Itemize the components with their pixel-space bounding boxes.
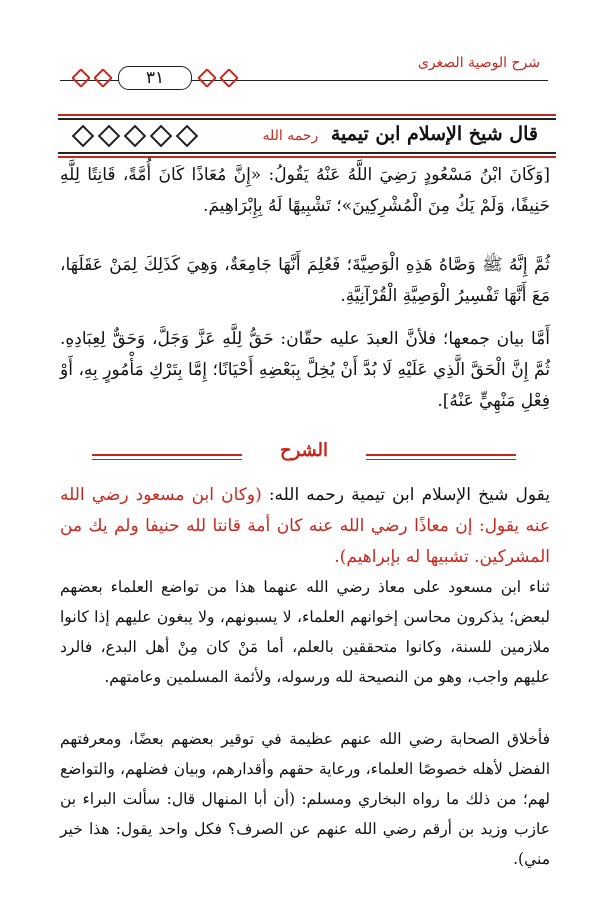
sharh-divider [92, 436, 516, 476]
page-number: ٣١ [118, 66, 192, 90]
ornament-icon [124, 125, 147, 148]
sharh-intro-quote: (وكان ابن مسعود رضي الله عنه يقول: إن معاذًا رضي الله عنه كان أمة قانتا لله حنيفا ولم يك من المشركين. تشبيها له بإبراهيم). [60, 485, 550, 567]
section-heading-text: قال شيخ الإسلام ابن تيمية [330, 123, 538, 145]
section-heading [262, 123, 538, 145]
sharh-paragraph-2: فأخلاق الصحابة رضي الله عنهم عظيمة في توقير بعضهم بعضًا، ومعرفتهم الفضل لأهله خصوصًا العلماء، ورعاية حقهم وأقدارهم، وبيان فضلهم، والتواضع لهم؛ من ذلك ما رواه البخاري ومسلم: (أن أبا المنهال قال: سألت البراء بن عازب وزيد بن أرقم رضي الله عنهم عن الصرف؟ فكل واحد يقول: هذا خير مني). [60, 730, 550, 868]
ornament-icon [176, 125, 199, 148]
matn-paragraph-2: ثُمَّ إِنَّهُ ﷺ وَصَّاهُ هَذِهِ الْوَصِيَّةَ؛ فَعُلِمَ أَنَّهَا جَامِعَةٌ، وَهِيَ كَذَلِكَ لِمَنْ عَقَلَهَا، مَعَ أَنَّهَا تَفْسِيرُ الْوَصِيَّةِ الْقُرْآنِيَّةِ. [60, 255, 550, 306]
heading-ornament [70, 128, 200, 144]
ornament-icon [72, 125, 95, 148]
matn-paragraph-1: [وَكَانَ ابْنُ مَسْعُودٍ رَضِيَ اللَّهُ عَنْهُ يَقُولُ: «إِنَّ مُعَاذًا كَانَ أُمَّةً، قَانِتًا لِلَّهِ حَنِيفًا، وَلَمْ يَكُ مِنَ الْمُشْرِكِينَ»؛ تَشْبِيهًا لَهُ بِإِبْرَاهِيمَ. [60, 165, 550, 216]
sharh-label: الشرح [279, 440, 329, 461]
sharh-intro-lead: يقول شيخ الإسلام ابن تيمية رحمه الله: [268, 485, 550, 505]
ornament-icon [98, 125, 121, 148]
page-number-ornament [70, 64, 240, 92]
ornament-icon [197, 68, 217, 88]
ornament-icon [150, 125, 173, 148]
ornament-icon [71, 68, 91, 88]
section-heading-frame [58, 118, 556, 154]
honorific-text: رحمه الله [262, 128, 319, 144]
matn-paragraph-3: أَمَّا بيان جمعها؛ فلأنَّ العبدَ عليه حقّان: حَقُّ لِلَّهِ عَزَّ وَجَلَّ، وَحَقٌّ لِعِبَادِهِ. ثُمَّ إِنَّ الْحَقَّ الَّذِي عَلَيْهِ لَا بُدَّ أَنْ يُخِلَّ بِبَعْضِهِ أَحْيَانًا؛ إِمَّا بِتَرْكِ مَأْمُورٍ بِهِ، أَوْ فِعْلِ مَنْهِيٍّ عَنْهُ]. [60, 329, 550, 411]
sharh-intro [60, 480, 550, 573]
sharh-paragraph-1: ثناء ابن مسعود على معاذ رضي الله عنهما هذا من تواضع العلماء بعضهم لبعض؛ يذكرون محاسن إخوانهم العلماء، لا يسبونهم، ولا يبغون عليهم إذا كانوا ملازمين للسنة، وكانوا متحققين بالعلم، أما مَنْ كان مِنْ أهل البدع، فالرد عليهم واجب، وهو من النصيحة لله ورسوله، ولأئمة المسلمين وعامتهم. [60, 578, 550, 686]
ornament-icon [93, 68, 113, 88]
running-header-title: شرح الوصية الصغرى [417, 55, 540, 71]
ornament-icon [219, 68, 239, 88]
